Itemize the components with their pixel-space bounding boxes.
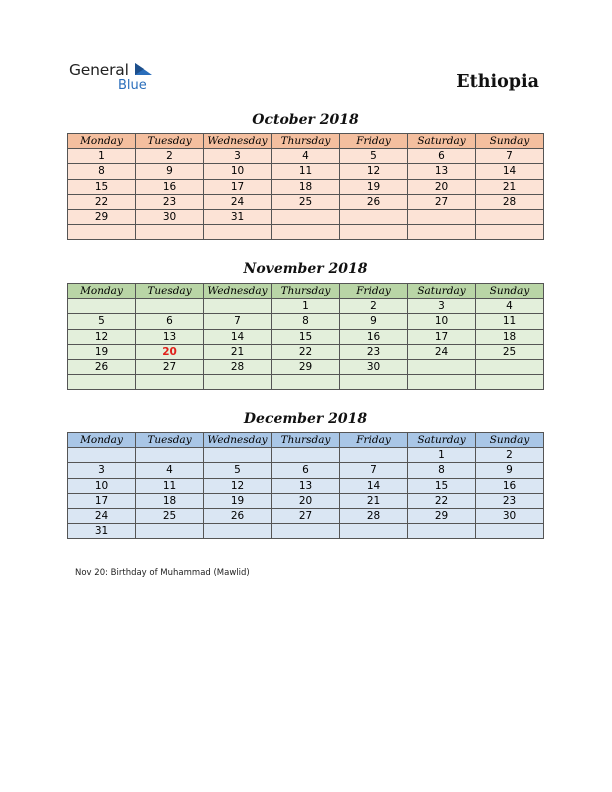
weekday-header-sunday: Sunday [476, 433, 544, 448]
weekday-header-friday: Friday [340, 433, 408, 448]
day-cell [340, 524, 408, 539]
day-cell: 14 [476, 164, 544, 179]
day-cell [340, 225, 408, 240]
day-cell [272, 225, 340, 240]
weekday-header-tuesday: Tuesday [136, 134, 204, 149]
day-cell: 2 [340, 299, 408, 314]
day-cell [272, 209, 340, 224]
month-title-october: October 2018 [252, 112, 359, 128]
week-row [68, 179, 544, 194]
weekday-header-monday: Monday [68, 134, 136, 149]
week-row [68, 448, 544, 463]
day-cell: 19 [68, 344, 136, 359]
day-cell [136, 375, 204, 390]
day-cell: 17 [408, 329, 476, 344]
day-cell [408, 225, 476, 240]
day-cell: 21 [204, 344, 272, 359]
weekday-header-thursday: Thursday [272, 284, 340, 299]
week-row [68, 508, 544, 523]
day-cell: 14 [340, 478, 408, 493]
day-cell: 5 [204, 463, 272, 478]
weekday-header-monday: Monday [68, 433, 136, 448]
month-title-december: December 2018 [243, 411, 368, 427]
day-cell-holiday: 20 [136, 344, 204, 359]
day-cell: 27 [272, 508, 340, 523]
day-cell: 15 [408, 478, 476, 493]
weekday-header-sunday: Sunday [476, 134, 544, 149]
day-cell: 10 [68, 478, 136, 493]
weekday-header-wednesday: Wednesday [204, 134, 272, 149]
day-cell: 28 [476, 194, 544, 209]
week-row [68, 359, 544, 374]
day-cell: 18 [136, 493, 204, 508]
day-cell: 23 [340, 344, 408, 359]
day-cell: 15 [68, 179, 136, 194]
day-cell: 11 [476, 314, 544, 329]
week-row [68, 225, 544, 240]
day-cell [272, 375, 340, 390]
day-cell: 5 [340, 149, 408, 164]
day-cell: 18 [476, 329, 544, 344]
week-row [68, 164, 544, 179]
day-cell: 19 [204, 493, 272, 508]
day-cell [68, 225, 136, 240]
day-cell: 11 [272, 164, 340, 179]
day-cell: 10 [408, 314, 476, 329]
day-cell: 3 [204, 149, 272, 164]
day-cell: 16 [136, 179, 204, 194]
weekday-header-tuesday: Tuesday [136, 284, 204, 299]
day-cell [68, 375, 136, 390]
day-cell [68, 299, 136, 314]
general-blue-logo [69, 61, 169, 97]
day-cell: 22 [408, 493, 476, 508]
week-row [68, 493, 544, 508]
day-cell [340, 375, 408, 390]
day-cell: 29 [272, 359, 340, 374]
day-cell: 9 [476, 463, 544, 478]
day-cell: 11 [136, 478, 204, 493]
week-row [68, 149, 544, 164]
day-cell [272, 448, 340, 463]
logo-text-blue: Blue [118, 78, 147, 93]
day-cell: 28 [340, 508, 408, 523]
day-cell: 14 [204, 329, 272, 344]
day-cell: 8 [408, 463, 476, 478]
day-cell: 1 [272, 299, 340, 314]
day-cell [136, 225, 204, 240]
day-cell: 28 [204, 359, 272, 374]
day-cell: 24 [68, 508, 136, 523]
day-cell [476, 209, 544, 224]
calendar-november [67, 283, 544, 390]
day-cell: 21 [476, 179, 544, 194]
day-cell: 27 [136, 359, 204, 374]
weekday-header-row [68, 284, 544, 299]
day-cell: 4 [272, 149, 340, 164]
day-cell: 22 [272, 344, 340, 359]
day-cell: 18 [272, 179, 340, 194]
day-cell: 7 [204, 314, 272, 329]
calendar-december [67, 432, 544, 539]
weekday-header-friday: Friday [340, 134, 408, 149]
weekday-header-wednesday: Wednesday [204, 284, 272, 299]
day-cell: 13 [136, 329, 204, 344]
week-row [68, 524, 544, 539]
day-cell: 30 [136, 209, 204, 224]
day-cell [408, 209, 476, 224]
weekday-header-tuesday: Tuesday [136, 433, 204, 448]
day-cell [476, 524, 544, 539]
day-cell: 27 [408, 194, 476, 209]
day-cell [408, 375, 476, 390]
weekday-header-saturday: Saturday [408, 433, 476, 448]
day-cell: 22 [68, 194, 136, 209]
day-cell: 10 [204, 164, 272, 179]
day-cell: 2 [476, 448, 544, 463]
weekday-header-saturday: Saturday [408, 284, 476, 299]
day-cell: 23 [476, 493, 544, 508]
day-cell: 24 [408, 344, 476, 359]
weekday-header-monday: Monday [68, 284, 136, 299]
day-cell: 16 [340, 329, 408, 344]
holiday-note: Nov 20: Birthday of Muhammad (Mawlid) [75, 568, 250, 578]
day-cell [204, 375, 272, 390]
weekday-header-row [68, 134, 544, 149]
day-cell: 25 [136, 508, 204, 523]
week-row [68, 375, 544, 390]
day-cell: 17 [204, 179, 272, 194]
logo-flag-icon [135, 63, 153, 77]
country-title: Ethiopia [456, 72, 539, 92]
day-cell: 19 [340, 179, 408, 194]
day-cell: 24 [204, 194, 272, 209]
day-cell: 13 [408, 164, 476, 179]
week-row [68, 194, 544, 209]
week-row [68, 299, 544, 314]
day-cell [136, 448, 204, 463]
weekday-header-thursday: Thursday [272, 134, 340, 149]
day-cell [340, 448, 408, 463]
week-row [68, 314, 544, 329]
day-cell [476, 225, 544, 240]
day-cell: 9 [136, 164, 204, 179]
day-cell: 21 [340, 493, 408, 508]
day-cell: 3 [408, 299, 476, 314]
week-row [68, 209, 544, 224]
day-cell: 29 [408, 508, 476, 523]
day-cell: 12 [204, 478, 272, 493]
weekday-header-saturday: Saturday [408, 134, 476, 149]
day-cell: 7 [340, 463, 408, 478]
day-cell: 25 [272, 194, 340, 209]
day-cell: 26 [204, 508, 272, 523]
week-row [68, 478, 544, 493]
day-cell [476, 359, 544, 374]
day-cell: 31 [204, 209, 272, 224]
day-cell: 31 [68, 524, 136, 539]
week-row [68, 329, 544, 344]
week-row [68, 344, 544, 359]
day-cell: 6 [136, 314, 204, 329]
day-cell [408, 359, 476, 374]
day-cell: 26 [68, 359, 136, 374]
day-cell: 20 [408, 179, 476, 194]
day-cell: 25 [476, 344, 544, 359]
weekday-header-row [68, 433, 544, 448]
month-title-november: November 2018 [243, 261, 368, 277]
weekday-header-wednesday: Wednesday [204, 433, 272, 448]
day-cell [204, 299, 272, 314]
day-cell: 15 [272, 329, 340, 344]
day-cell [136, 524, 204, 539]
logo-text-general: General [69, 61, 129, 79]
calendar-october [67, 133, 544, 240]
weekday-header-sunday: Sunday [476, 284, 544, 299]
day-cell: 1 [68, 149, 136, 164]
day-cell [136, 299, 204, 314]
day-cell [68, 448, 136, 463]
week-row [68, 463, 544, 478]
day-cell: 30 [340, 359, 408, 374]
day-cell: 1 [408, 448, 476, 463]
day-cell: 6 [408, 149, 476, 164]
day-cell: 26 [340, 194, 408, 209]
day-cell: 2 [136, 149, 204, 164]
day-cell: 17 [68, 493, 136, 508]
day-cell: 8 [272, 314, 340, 329]
weekday-header-thursday: Thursday [272, 433, 340, 448]
day-cell: 4 [136, 463, 204, 478]
day-cell [272, 524, 340, 539]
day-cell [340, 209, 408, 224]
day-cell [204, 524, 272, 539]
day-cell [408, 524, 476, 539]
day-cell [204, 225, 272, 240]
weekday-header-friday: Friday [340, 284, 408, 299]
day-cell [204, 448, 272, 463]
day-cell: 8 [68, 164, 136, 179]
day-cell: 30 [476, 508, 544, 523]
day-cell: 20 [272, 493, 340, 508]
day-cell: 7 [476, 149, 544, 164]
day-cell: 16 [476, 478, 544, 493]
day-cell: 3 [68, 463, 136, 478]
day-cell: 5 [68, 314, 136, 329]
day-cell: 23 [136, 194, 204, 209]
day-cell: 12 [68, 329, 136, 344]
day-cell: 12 [340, 164, 408, 179]
day-cell: 13 [272, 478, 340, 493]
day-cell: 29 [68, 209, 136, 224]
day-cell: 9 [340, 314, 408, 329]
day-cell: 6 [272, 463, 340, 478]
day-cell: 4 [476, 299, 544, 314]
day-cell [476, 375, 544, 390]
